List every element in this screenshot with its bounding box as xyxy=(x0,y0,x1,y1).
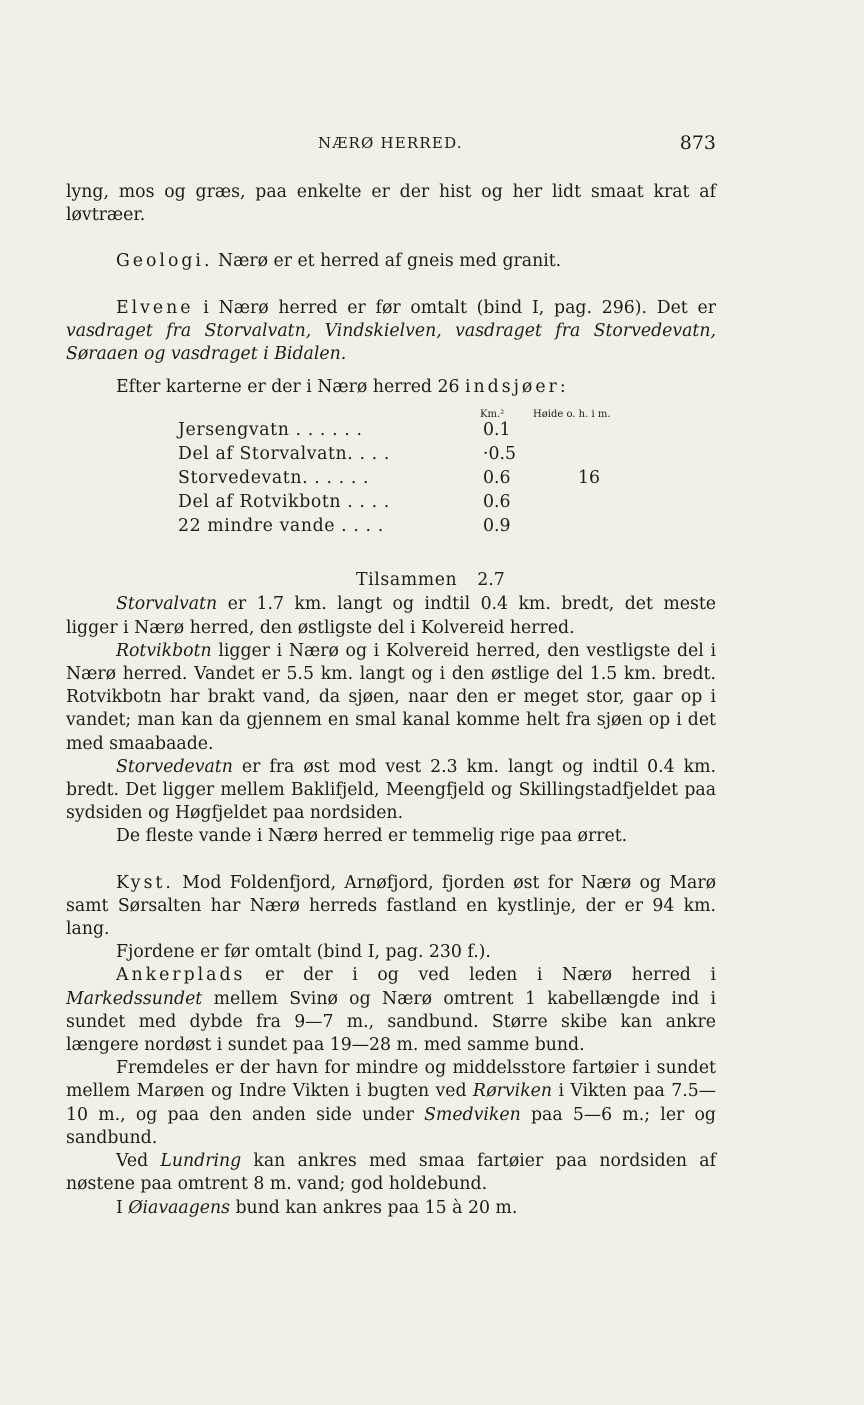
table-total-row xyxy=(356,569,505,592)
kyst-label: Kyst. xyxy=(116,872,174,893)
oiavaag-place: Øiavaagens xyxy=(128,1197,230,1218)
storvedevatn-paragraph xyxy=(66,756,716,826)
running-title: NÆRØ HERRED. xyxy=(318,134,463,152)
ankerplads-label: Ankerplads xyxy=(116,965,246,986)
col-header-area: Km.² xyxy=(480,409,505,421)
oiavaag-text-a: I xyxy=(116,1197,123,1218)
fremdeles-text-a: Fremdeles er der havn for mindre og middelsstore fartøier i sundet mellem Marøen og Indre Vikten i bugten ved xyxy=(66,1058,716,1102)
page-number: 873 xyxy=(679,132,716,154)
ankerplads-text-a: er der i og ved leden i Nærø herred i xyxy=(265,965,716,986)
elvene-text: i Nærø herred er før omtalt (bind I, pag. 296). Det er xyxy=(203,297,716,318)
elvene-paragraph xyxy=(66,297,716,367)
kyst-paragraph xyxy=(66,872,716,942)
lake-area: 0.6 xyxy=(483,492,511,513)
storvalvatn-name: Storvalvatn xyxy=(116,594,218,615)
lakes-intro-text: Efter karterne er der i Nærø herred 26 xyxy=(116,377,460,398)
lake-height: 16 xyxy=(578,468,600,489)
rotvikbotn-name: Rotvikbotn xyxy=(116,640,212,661)
table-row xyxy=(178,443,698,467)
elvene-river-3: vasdraget fra Storvedevatn, xyxy=(455,320,717,341)
lake-name: 22 mindre vande . . . . xyxy=(178,516,384,537)
geologi-text: Nærø er et herred af gneis med granit. xyxy=(217,251,562,272)
table-row xyxy=(178,515,698,539)
geologi-label: Geologi. xyxy=(116,251,213,272)
col-header-height: Høide o. h. i m. xyxy=(533,409,611,421)
table-row xyxy=(178,419,698,443)
total-value: 2.7 xyxy=(477,570,505,591)
lake-area: 0.6 xyxy=(483,468,511,489)
fremdeles-paragraph xyxy=(66,1057,716,1150)
table-row xyxy=(178,467,698,491)
fremdeles-place-2: Smedviken xyxy=(424,1104,521,1125)
fjordene-paragraph: Fjordene er før omtalt (bind I, pag. 230 f.). xyxy=(116,942,491,963)
elvene-river-1: vasdraget fra Storvalvatn, xyxy=(66,320,312,341)
rotvikbotn-text: ligger i Nærø og i Kolvereid herred, den vestligste del i Nærø herred. Vandet er 5.5 km. langt og i den østlige del 1.5 km. bredt. Rotvikbotn har brakt vand, da sjøen, naar den er meget stor, gaar op i vandet; man kan da gjennem en smal kanal komme helt fra sjøen op i det med smaabaade. xyxy=(66,640,716,754)
lake-area: ·0.5 xyxy=(483,444,516,465)
elvene-river-4: Søraaen og vasdraget i Bidalen. xyxy=(66,344,347,365)
oiavaag-text-b: bund kan ankres paa 15 à 20 m. xyxy=(235,1197,518,1218)
ankerplads-place: Markedssundet xyxy=(66,988,203,1009)
elvene-label: Elvene xyxy=(116,297,194,318)
fleste-paragraph: De fleste vande i Nærø herred er temmelig rige paa ørret. xyxy=(116,826,628,847)
intro-paragraph: lyng, mos og græs, paa enkelte er der hist og her lidt smaat krat af løvtræer. xyxy=(66,182,716,226)
storvedevatn-name: Storvedevatn xyxy=(116,756,233,777)
lundring-text-b: kan ankres med smaa fartøier paa nordsiden af nøstene paa omtrent 8 m. vand; god holdebund. xyxy=(66,1151,716,1195)
fremdeles-text-b: i Vikten paa 7.5—10 m., og paa den anden side under xyxy=(66,1081,717,1125)
lake-table xyxy=(66,403,716,593)
geologi-paragraph xyxy=(66,250,716,273)
total-label: Tilsammen xyxy=(356,570,458,591)
lake-name: Del af Rotvikbotn . . . . xyxy=(178,492,390,513)
storvalvatn-text: er 1.7 km. langt og indtil 0.4 km. bredt, det meste ligger i Nærø herred, den østligste del i Kolvereid herred. xyxy=(66,594,716,638)
lundring-text-a: Ved xyxy=(116,1151,149,1172)
ankerplads-text-b: mellem Svinø og Nærø omtrent 1 kabellængde ind i sundet med dybde fra 9—7 m., sandbund. Større skibe kan ankre længere nordøst i sundet paa 19—28 m. med samme bund. xyxy=(66,988,716,1056)
lakes-intro xyxy=(66,376,716,399)
lundring-place: Lundring xyxy=(160,1151,242,1172)
lake-name: Jersengvatn . . . . . . xyxy=(178,420,363,441)
table-row xyxy=(178,491,698,515)
lake-area: 0.9 xyxy=(483,516,511,537)
page-header xyxy=(0,134,864,158)
lake-name: Del af Storvalvatn. . . . xyxy=(178,444,390,465)
ankerplads-paragraph xyxy=(66,964,716,1057)
fremdeles-text-c: paa 5—6 m.; ler og sandbund. xyxy=(66,1104,716,1148)
elvene-river-2: Vindskielven, xyxy=(324,320,442,341)
kyst-text: Mod Foldenfjord, Arnøfjord, fjorden øst for Nærø og Marø samt Sørsalten har Nærø herreds fastland en kystlinje, der er 94 km. lang. xyxy=(66,872,716,940)
storvedevatn-text: er fra øst mod vest 2.3 km. langt og indtil 0.4 km. bredt. Det ligger mellem Baklifjeld, Meengfjeld og Skillingstadfjeldet paa sydsiden og Høgfjeldet paa nordsiden. xyxy=(66,756,716,824)
fremdeles-place-1: Rørviken xyxy=(472,1081,553,1102)
lundring-paragraph xyxy=(66,1150,716,1196)
rotvikbotn-paragraph xyxy=(66,640,716,756)
lakes-intro-spaced: indsjøer: xyxy=(464,377,569,398)
lake-name: Storvedevatn. . . . . . xyxy=(178,468,370,489)
oiavaag-paragraph xyxy=(66,1197,716,1220)
lake-area: 0.1 xyxy=(483,420,511,441)
body-text xyxy=(66,181,716,1220)
storvalvatn-paragraph xyxy=(66,593,716,639)
